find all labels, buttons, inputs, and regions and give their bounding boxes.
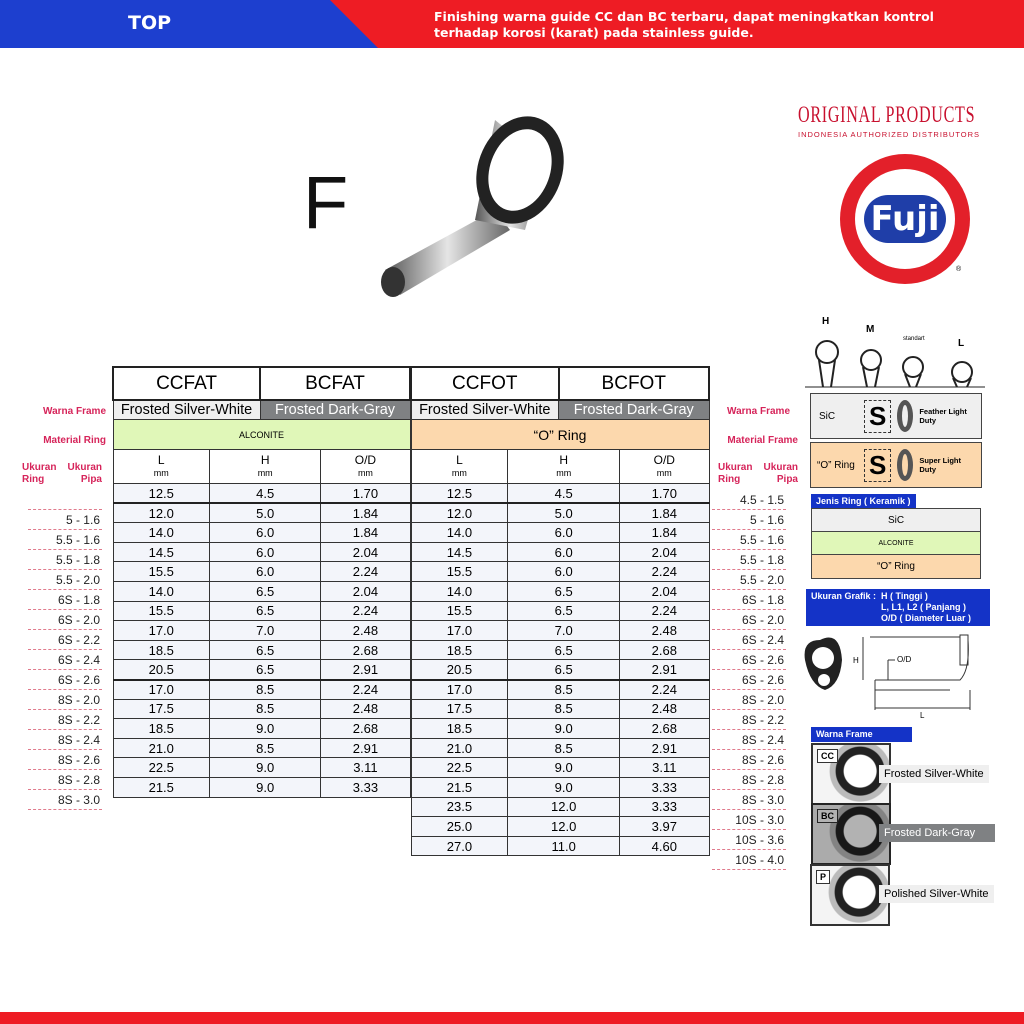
cell-od: 1.70 [321, 484, 410, 504]
table-row [113, 582, 410, 602]
table-row [411, 640, 709, 660]
table-row [113, 738, 410, 758]
cell-h: 6.5 [508, 640, 620, 660]
cell-od: 2.24 [620, 680, 709, 700]
col-header-l [411, 450, 508, 484]
size-line: O/D ( Diameter Luar ) [881, 613, 972, 623]
cell-od: 3.11 [620, 758, 709, 778]
cell-h: 8.5 [508, 699, 620, 719]
ring-type-sic: SiC [812, 509, 980, 532]
ring-type-title: Jenis Ring ( Keramik ) [811, 494, 916, 509]
cell-h: 6.5 [508, 582, 620, 602]
table-row [411, 503, 709, 523]
cell-h: 6.0 [210, 542, 321, 562]
cell-od: 1.84 [620, 503, 709, 523]
cell-h: 6.5 [210, 660, 321, 680]
col-unit: mm [556, 468, 572, 479]
table-row [113, 680, 410, 700]
cell-l: 15.5 [411, 601, 508, 621]
cell-h: 11.0 [508, 836, 620, 856]
col-label: O/D [653, 453, 675, 468]
size-label: 6S - 2.6 [712, 650, 786, 670]
cell-h: 12.0 [508, 797, 620, 817]
cell-od: 2.68 [321, 719, 410, 739]
cell-od: 2.91 [321, 738, 410, 758]
cell-l: 20.5 [411, 660, 508, 680]
size-label: 4.5 - 1.5 [712, 490, 786, 510]
table-row [113, 621, 410, 641]
cell-h: 12.0 [508, 817, 620, 837]
cell-h: 8.5 [508, 738, 620, 758]
cell-h: 6.0 [508, 562, 620, 582]
size-label: 5.5 - 2.0 [712, 570, 786, 590]
col-unit: mm [451, 468, 467, 479]
duty-text: Feather Light Duty [919, 407, 967, 425]
cell-h: 5.0 [210, 503, 321, 523]
cell-l: 18.5 [113, 640, 210, 660]
label-ukuran-ring: Ukuran Ring [22, 462, 57, 485]
right-size-list [712, 490, 786, 870]
cell-l: 22.5 [113, 758, 210, 778]
model-name: BCFAT [260, 367, 410, 400]
size-label: 8S - 2.0 [712, 690, 786, 710]
table-row [411, 738, 709, 758]
table-row [411, 621, 709, 641]
frame-code: P [816, 870, 830, 884]
size-label: 8S - 2.6 [712, 750, 786, 770]
size-label: 5.5 - 1.6 [712, 530, 786, 550]
cell-h: 6.5 [508, 601, 620, 621]
message-line: Finishing warna guide CC dan BC terbaru, dapat meningkatkan kontrol [434, 9, 934, 24]
ring-type-alconite: ALCONITE [812, 532, 980, 555]
model-name: BCFOT [559, 367, 710, 400]
original-products-subtitle: INDONESIA AUTHORIZED DISTRIBUTORS [798, 130, 981, 139]
table-row [113, 601, 410, 621]
col-header-h [210, 450, 321, 484]
cell-od: 2.91 [620, 660, 709, 680]
fuji-logo-text: Fuji [864, 195, 945, 243]
model-name: CCFAT [113, 367, 260, 400]
cell-l: 15.5 [411, 562, 508, 582]
table-row [411, 817, 709, 837]
cell-od: 2.04 [321, 542, 410, 562]
size-legend-title: Ukuran Grafik : [811, 591, 877, 601]
cell-od: 2.68 [620, 719, 709, 739]
material-ring: “O” Ring [411, 420, 709, 450]
original-products-title: ORIGINAL PRODUCTS [798, 102, 976, 127]
size-label: 6S - 2.0 [712, 610, 786, 630]
cell-h: 6.5 [210, 640, 321, 660]
table-row [411, 836, 709, 856]
frame-name-bc: Frosted Dark-Gray [879, 824, 995, 842]
size-label: 6S - 2.6 [712, 670, 786, 690]
spec-table-ccfot-bcfot [410, 366, 710, 856]
table-row [113, 719, 410, 739]
size-label: 8S - 3.0 [712, 790, 786, 810]
label-ukuran-pipa: Ukuran Pipa [67, 462, 102, 485]
table-row [411, 699, 709, 719]
top-label: TOP [128, 12, 172, 34]
size-label: 10S - 3.6 [712, 830, 786, 850]
cell-l: 18.5 [411, 640, 508, 660]
label-warna-frame: Warna Frame [43, 406, 106, 417]
cell-l: 15.5 [113, 562, 210, 582]
size-label: 8S - 2.2 [712, 710, 786, 730]
cell-l: 14.5 [113, 542, 210, 562]
label-material-frame-right: Material Frame [727, 435, 798, 446]
product-letter: F [303, 161, 349, 244]
size-label: 6S - 2.4 [28, 650, 102, 670]
cell-h: 8.5 [210, 699, 321, 719]
size-label [28, 490, 102, 510]
col-label: H [260, 453, 270, 468]
duty-letter: S [864, 449, 891, 482]
header-message [434, 9, 934, 41]
fuji-logo [840, 154, 970, 284]
cell-od: 2.24 [321, 680, 410, 700]
col-header-od [321, 450, 410, 484]
frame-swatch-p [810, 864, 890, 926]
cell-l: 17.5 [113, 699, 210, 719]
cell-h: 6.0 [210, 562, 321, 582]
cell-h: 9.0 [210, 758, 321, 778]
cell-l: 17.0 [411, 621, 508, 641]
cell-od: 2.04 [321, 582, 410, 602]
table-row [411, 797, 709, 817]
size-legend-lines [881, 591, 971, 624]
size-label: 8S - 2.8 [28, 770, 102, 790]
ring-icon [897, 400, 913, 432]
dimension-od: O/D [897, 655, 912, 664]
size-label: 5.5 - 2.0 [28, 570, 102, 590]
cell-od: 2.24 [321, 562, 410, 582]
cell-l: 12.5 [113, 484, 210, 504]
col-label: O/D [354, 453, 377, 468]
cell-l: 21.5 [113, 778, 210, 798]
height-label-l: L [958, 338, 965, 349]
size-label: 6S - 1.8 [712, 590, 786, 610]
cell-h: 4.5 [508, 484, 620, 504]
size-label: 8S - 2.0 [28, 690, 102, 710]
cell-l: 18.5 [411, 719, 508, 739]
cell-od: 2.68 [321, 640, 410, 660]
cell-h: 9.0 [508, 778, 620, 798]
frame-code: CC [817, 749, 838, 763]
cell-l: 14.0 [411, 523, 508, 543]
cell-l: 15.5 [113, 601, 210, 621]
guide-height-diagram [805, 312, 985, 392]
cell-od: 3.33 [620, 797, 709, 817]
cell-od: 1.84 [321, 523, 410, 543]
message-line: terhadap korosi (karat) pada stainless guide. [434, 25, 754, 40]
frame-name-cc: Frosted Silver-White [879, 765, 989, 783]
cell-od: 4.60 [620, 836, 709, 856]
frame-color: Frosted Silver-White [113, 400, 260, 420]
col-label: L [456, 453, 463, 468]
frame-code: BC [817, 809, 838, 823]
cell-l: 17.5 [411, 699, 508, 719]
size-label: 10S - 3.0 [712, 810, 786, 830]
table-row [411, 523, 709, 543]
col-header-od [620, 450, 709, 484]
cell-h: 8.5 [210, 738, 321, 758]
table-row [411, 484, 709, 504]
duty-material: SiC [819, 410, 836, 422]
cell-od: 3.11 [321, 758, 410, 778]
cell-h: 9.0 [508, 758, 620, 778]
label-material-ring: Material Ring [43, 435, 106, 446]
cell-l: 27.0 [411, 836, 508, 856]
table-row [411, 601, 709, 621]
model-name: CCFOT [411, 367, 559, 400]
frame-color: Frosted Dark-Gray [559, 400, 710, 420]
table-row [113, 660, 410, 680]
table-row [113, 503, 410, 523]
table-row [411, 562, 709, 582]
duty-text: Super Light Duty [919, 456, 962, 474]
cell-od: 2.68 [620, 640, 709, 660]
ring-type-list [811, 508, 981, 579]
size-legend [806, 589, 990, 626]
cell-h: 8.5 [210, 680, 321, 700]
size-label: 8S - 2.4 [28, 730, 102, 750]
cell-od: 1.84 [620, 523, 709, 543]
dimension-l: L [920, 711, 925, 720]
height-label-standart: standart [903, 336, 925, 342]
cell-h: 9.0 [210, 719, 321, 739]
duty-letter: S [864, 400, 891, 433]
table-row [113, 778, 410, 798]
duty-material: “O” Ring [817, 459, 855, 471]
cell-h: 6.0 [508, 523, 620, 543]
material-ring: ALCONITE [113, 420, 410, 450]
col-unit: mm [357, 468, 373, 479]
cell-h: 6.0 [210, 523, 321, 543]
size-label: 8S - 2.8 [712, 770, 786, 790]
cell-l: 17.0 [411, 680, 508, 700]
col-label: H [559, 453, 569, 468]
cell-l: 21.0 [411, 738, 508, 758]
cell-l: 14.0 [113, 582, 210, 602]
label-ukuran-pipa-right: Ukuran Pipa [763, 462, 798, 485]
col-header-h [508, 450, 620, 484]
cell-od: 2.91 [321, 660, 410, 680]
size-label: 8S - 2.6 [28, 750, 102, 770]
cell-od: 3.33 [321, 778, 410, 798]
top-label-banner [0, 0, 378, 48]
cell-l: 14.0 [113, 523, 210, 543]
dimension-diagram [800, 630, 980, 720]
cell-od: 2.04 [620, 542, 709, 562]
guide-product-image [375, 100, 565, 300]
cell-l: 14.0 [411, 582, 508, 602]
table-row [411, 778, 709, 798]
size-label: 8S - 3.0 [28, 790, 102, 810]
cell-od: 1.84 [321, 503, 410, 523]
frame-name-p: Polished Silver-White [879, 885, 994, 903]
label-ukuran-ring-right: Ukuran Ring [718, 462, 753, 485]
bottom-bar [0, 1012, 1024, 1024]
size-label: 8S - 2.4 [712, 730, 786, 750]
size-label: 6S - 2.4 [712, 630, 786, 650]
cell-l: 22.5 [411, 758, 508, 778]
cell-l: 12.0 [113, 503, 210, 523]
cell-od: 2.04 [620, 582, 709, 602]
size-line: H ( Tinggi ) [881, 591, 928, 601]
col-unit: mm [257, 468, 273, 479]
duty-panel-oring [810, 442, 982, 488]
frame-legend-title: Warna Frame [811, 727, 912, 742]
cell-l: 14.5 [411, 542, 508, 562]
size-label: 5.5 - 1.6 [28, 530, 102, 550]
ring-icon [897, 449, 913, 481]
size-label: 10S - 4.0 [712, 850, 786, 870]
cell-od: 2.24 [620, 562, 709, 582]
cell-h: 5.0 [508, 503, 620, 523]
table-row [411, 582, 709, 602]
frame-color: Frosted Silver-White [411, 400, 559, 420]
size-label: 8S - 2.2 [28, 710, 102, 730]
size-label: 5.5 - 1.8 [28, 550, 102, 570]
table-row [411, 680, 709, 700]
col-unit: mm [656, 468, 672, 479]
cell-l: 18.5 [113, 719, 210, 739]
table-row [113, 640, 410, 660]
table-row [113, 523, 410, 543]
table-row [113, 484, 410, 504]
dimension-h: H [853, 656, 859, 665]
frame-color: Frosted Dark-Gray [260, 400, 410, 420]
table-row [411, 542, 709, 562]
cell-od: 2.91 [620, 738, 709, 758]
size-label: 5 - 1.6 [28, 510, 102, 530]
cell-h: 9.0 [508, 719, 620, 739]
size-label: 6S - 1.8 [28, 590, 102, 610]
cell-l: 25.0 [411, 817, 508, 837]
registered-mark: ® [956, 266, 962, 273]
cell-od: 3.97 [620, 817, 709, 837]
cell-l: 23.5 [411, 797, 508, 817]
cell-h: 9.0 [210, 778, 321, 798]
size-label: 5 - 1.6 [712, 510, 786, 530]
cell-h: 6.0 [508, 542, 620, 562]
cell-od: 2.24 [321, 601, 410, 621]
cell-l: 21.0 [113, 738, 210, 758]
cell-l: 20.5 [113, 660, 210, 680]
spec-table-ccfat-bcfat [112, 366, 411, 798]
table-row [411, 719, 709, 739]
cell-l: 21.5 [411, 778, 508, 798]
cell-h: 8.5 [508, 680, 620, 700]
height-label-h: H [822, 316, 830, 327]
ring-type-oring: “O” Ring [812, 555, 980, 578]
height-label-m: M [866, 324, 875, 335]
cell-h: 4.5 [210, 484, 321, 504]
table-row [411, 758, 709, 778]
cell-l: 12.5 [411, 484, 508, 504]
cell-h: 6.5 [210, 582, 321, 602]
cell-h: 6.5 [210, 601, 321, 621]
size-line: L, L1, L2 ( Panjang ) [881, 602, 967, 612]
col-header-l [113, 450, 210, 484]
cell-od: 2.24 [620, 601, 709, 621]
cell-l: 17.0 [113, 621, 210, 641]
size-label: 6S - 2.6 [28, 670, 102, 690]
duty-panel-sic [810, 393, 982, 439]
cell-l: 17.0 [113, 680, 210, 700]
cell-od: 2.48 [321, 699, 410, 719]
table-row [411, 660, 709, 680]
cell-od: 2.48 [620, 699, 709, 719]
cell-od: 2.48 [321, 621, 410, 641]
col-unit: mm [153, 468, 169, 479]
cell-h: 6.5 [508, 660, 620, 680]
table-row [113, 699, 410, 719]
size-label: 6S - 2.0 [28, 610, 102, 630]
cell-l: 12.0 [411, 503, 508, 523]
cell-h: 7.0 [210, 621, 321, 641]
cell-od: 2.48 [620, 621, 709, 641]
table-row [113, 758, 410, 778]
left-size-list [28, 490, 102, 810]
table-row [113, 542, 410, 562]
cell-od: 1.70 [620, 484, 709, 504]
size-label: 5.5 - 1.8 [712, 550, 786, 570]
label-warna-frame-right: Warna Frame [727, 406, 790, 417]
cell-od: 3.33 [620, 778, 709, 798]
table-row [113, 562, 410, 582]
col-label: L [157, 453, 165, 468]
size-label: 6S - 2.2 [28, 630, 102, 650]
cell-h: 7.0 [508, 621, 620, 641]
